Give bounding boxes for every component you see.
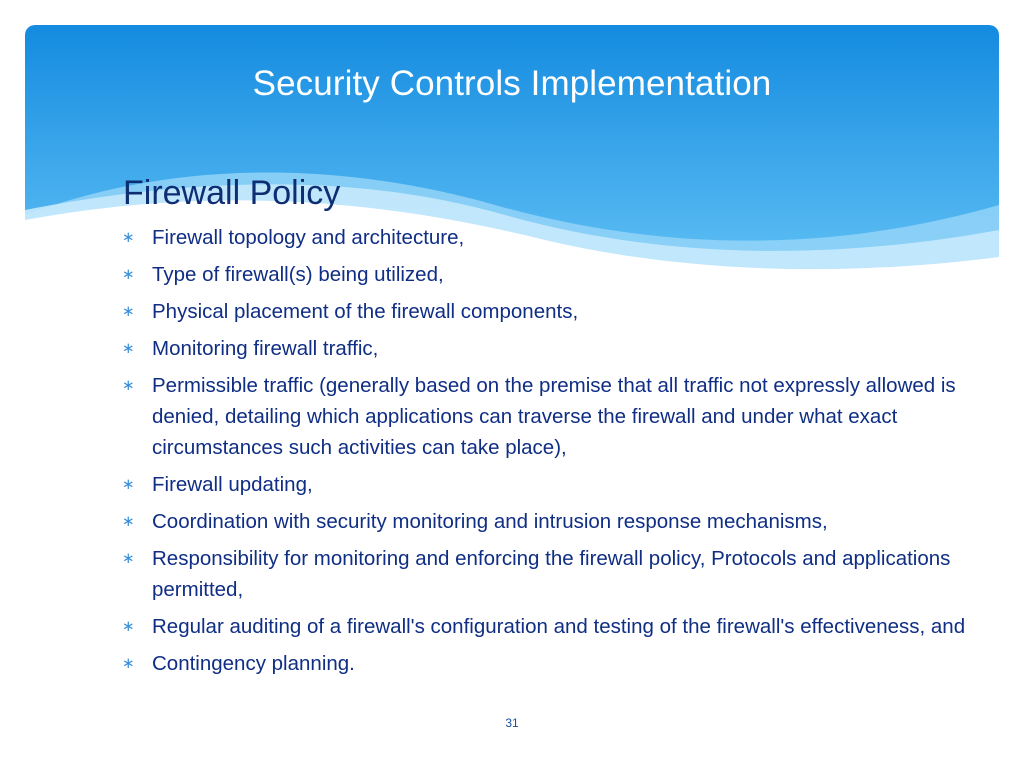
asterisk-bullet-icon: ∗ <box>122 513 135 530</box>
list-item-text: Firewall updating, <box>152 473 313 496</box>
list-item <box>122 333 1002 364</box>
list-item-text: Contingency planning. <box>152 652 355 675</box>
list-item-text: Firewall topology and architecture, <box>152 226 465 249</box>
list-item <box>122 543 1002 605</box>
list-item <box>122 648 1002 679</box>
list-item <box>122 611 1002 642</box>
asterisk-bullet-icon: ∗ <box>122 340 135 357</box>
list-item-text: Physical placement of the firewall components, <box>152 300 579 323</box>
list-item <box>122 370 1002 463</box>
list-item <box>122 296 1002 327</box>
asterisk-bullet-icon: ∗ <box>122 377 135 394</box>
asterisk-bullet-icon: ∗ <box>122 550 135 567</box>
list-item <box>122 259 1002 290</box>
list-item-text: Permissible traffic (generally based on the premise that all traffic not expressly allowed is denied, detailing which applications can traverse the firewall and under what exact circumstances such activities can take place), <box>152 374 956 459</box>
list-item-text: Type of firewall(s) being utilized, <box>152 263 444 286</box>
asterisk-bullet-icon: ∗ <box>122 618 135 635</box>
asterisk-bullet-icon: ∗ <box>122 303 135 320</box>
page-number: 31 <box>505 716 519 730</box>
asterisk-bullet-icon: ∗ <box>122 655 135 672</box>
asterisk-bullet-icon: ∗ <box>122 476 135 493</box>
list-item <box>122 222 1002 253</box>
asterisk-bullet-icon: ∗ <box>122 266 135 283</box>
bullet-list <box>122 222 1002 685</box>
list-item <box>122 469 1002 500</box>
list-item-text: Regular auditing of a firewall's configuration and testing of the firewall's effectiveness, and <box>152 615 966 638</box>
list-item-text: Responsibility for monitoring and enforcing the firewall policy, Protocols and applications permitted, <box>152 547 951 601</box>
section-heading: Firewall Policy <box>123 174 341 212</box>
list-item <box>122 506 1002 537</box>
slide-title: Security Controls Implementation <box>252 64 772 103</box>
list-item-text: Coordination with security monitoring and intrusion response mechanisms, <box>152 510 828 533</box>
asterisk-bullet-icon: ∗ <box>122 229 135 246</box>
list-item-text: Monitoring firewall traffic, <box>152 337 379 360</box>
